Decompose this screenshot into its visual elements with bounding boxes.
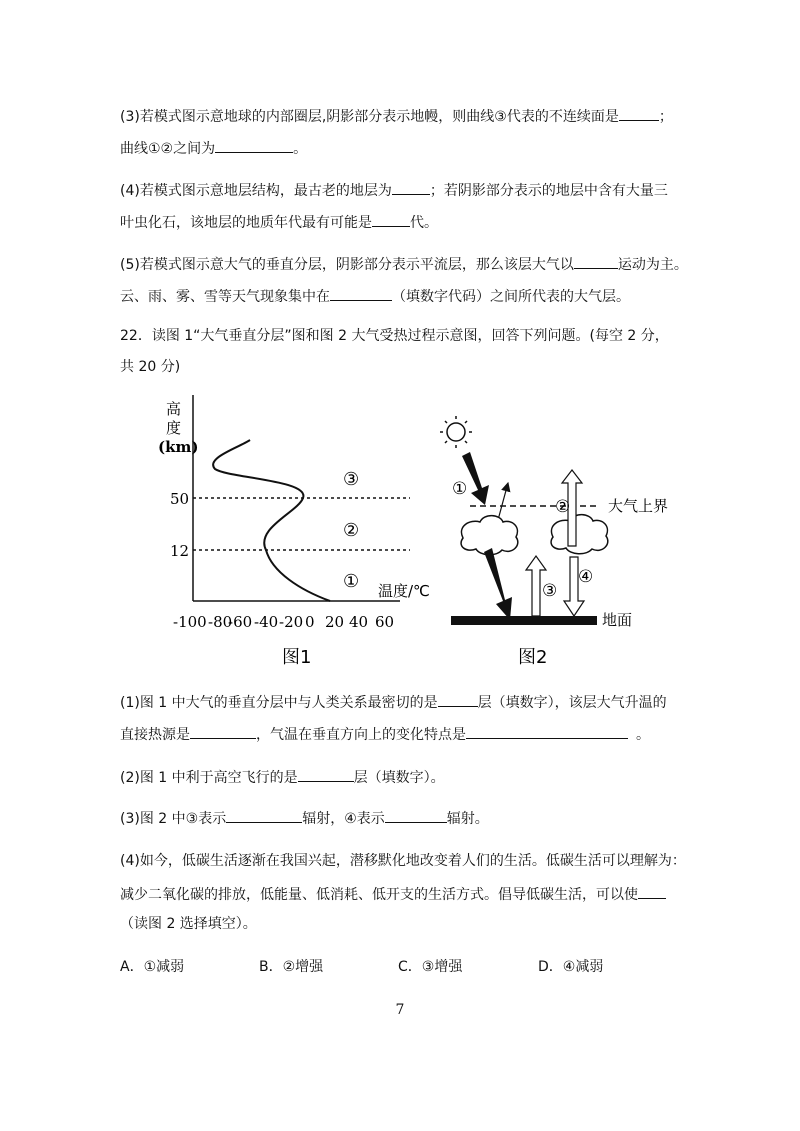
- answer-blank[interactable]: [438, 691, 478, 707]
- fig1-xtick: -40: [254, 613, 279, 631]
- fig1-ytick-50: 50: [170, 490, 190, 508]
- q21-part3-line1: [120, 105, 685, 127]
- q22-sub3-text: (3)图 2 中③表示: [120, 811, 227, 827]
- q21-part3-line2: [120, 137, 685, 159]
- q21-part4-line2: [120, 211, 685, 233]
- q21-part4-end: 代。: [410, 215, 438, 231]
- answer-blank[interactable]: [330, 285, 392, 301]
- fig1-xtick: 60: [375, 613, 395, 631]
- fig1-atmosphere-layers: [158, 395, 430, 668]
- reflection-arrow: [498, 483, 508, 520]
- fig2-label-1: ①: [452, 479, 468, 499]
- fig1-temperature-curve: [213, 440, 330, 601]
- fig1-xtick: -80: [208, 613, 233, 631]
- fig1-xtick: -60: [228, 613, 253, 631]
- fig1-layer-1: ①: [343, 571, 360, 592]
- q21-part3-text2: 曲线①②之间为: [120, 141, 216, 157]
- q22-intro-line1: 22．读图 1“大气垂直分层”图和图 2 大气受热过程示意图，回答下列问题。(每空 2 分，: [120, 328, 669, 344]
- q21-part4-line1: [120, 179, 685, 201]
- cloud-right: [551, 515, 608, 554]
- fig1-xlabel: 温度/℃: [378, 582, 430, 600]
- fig1-xtick: -100: [173, 613, 207, 631]
- answer-blank[interactable]: [385, 807, 447, 823]
- fig1-xtick: 0: [305, 613, 315, 631]
- q22-intro-line2: 共 20 分): [120, 359, 181, 375]
- answer-blank[interactable]: [638, 883, 666, 899]
- answer-blank[interactable]: [392, 179, 430, 195]
- q22-sub4-text2: 减少二氧化碳的排放，低能量、低消耗、低开支的生活方式。倡导低碳生活，可以使: [120, 887, 638, 903]
- fig2-ground-label: 地面: [602, 611, 633, 629]
- q22-sub1-text2: 直接热源是: [120, 727, 190, 743]
- answer-blank[interactable]: [372, 211, 410, 227]
- q22-sub1-text: (1)图 1 中大气的垂直分层中与人类关系最密切的是: [120, 695, 438, 711]
- answer-blank[interactable]: [466, 723, 628, 739]
- q21-part5-text2: 云、雨、雾、雪等天气现象集中在: [120, 289, 330, 305]
- q21-part3-end: 。: [293, 141, 308, 157]
- page-number: 7: [395, 1002, 405, 1018]
- fig2-atmosphere-top-label: 大气上界: [608, 497, 669, 515]
- q22-sub3-end: 辐射。: [446, 811, 489, 827]
- fig1-ylabel-2: 度: [166, 419, 182, 437]
- fig2-label-2: ②: [555, 497, 571, 517]
- fig1-xtick: -20: [279, 613, 304, 631]
- fig1-xtick: 40: [349, 613, 369, 631]
- q22-sub2-text: (2)图 1 中利于高空飞行的是: [120, 770, 298, 786]
- q22-sub4-line1: (4)如今，低碳生活逐渐在我国兴起，潜移默化地改变着人们的生活。低碳生活可以理解为：: [120, 853, 686, 869]
- answer-blank[interactable]: [215, 137, 293, 153]
- q21-part5-text-b: 运动为主。: [617, 257, 688, 273]
- cloud-left: [461, 516, 518, 555]
- q22-sub4-line2: [120, 883, 685, 905]
- fig1-ylabel-3: (km): [158, 438, 199, 456]
- q22-sub1-end: 。: [636, 727, 650, 743]
- q22-sub2: [120, 766, 685, 788]
- q22-sub4-line3: （读图 2 选择填空）。: [120, 916, 257, 932]
- figures: [0, 385, 800, 675]
- q22-sub2-end: 层（填数字）。: [353, 770, 445, 786]
- sun-icon: [440, 416, 472, 448]
- option-b[interactable]: B．②增强: [259, 959, 324, 975]
- q22-sub3-text-b: 辐射，④表示: [302, 811, 385, 827]
- fig2-label-3: ③: [542, 581, 558, 601]
- answer-blank[interactable]: [574, 253, 618, 269]
- q21-part5-end: （填数字代码）之间所代表的大气层。: [392, 289, 630, 305]
- q21-part4-text-b: ；若阴影部分表示的地层中含有大量三: [429, 183, 668, 199]
- q21-part4-text: (4)若模式图示意地层结构，最古老的地层为: [120, 183, 392, 199]
- fig2-caption: 图2: [518, 647, 548, 668]
- fig1-layer-2: ②: [343, 520, 360, 541]
- fig2-heating-process: [440, 416, 668, 668]
- q21-part3-text: (3)若模式图示意地球的内部圈层,阴影部分表示地幔，则曲线③代表的不连续面是: [120, 109, 619, 125]
- option-d[interactable]: D．④减弱: [538, 959, 604, 975]
- fig1-xtick: 20: [325, 613, 345, 631]
- fig2-label-4: ④: [578, 567, 594, 587]
- answer-blank[interactable]: [226, 807, 302, 823]
- answer-blank[interactable]: [298, 766, 354, 782]
- q21-part5-line2: [120, 285, 685, 307]
- fig1-caption: 图1: [282, 647, 312, 668]
- q22-sub1-line1: [120, 691, 685, 713]
- fig1-x-ticks: [173, 613, 394, 631]
- q21-part4-text2: 叶虫化石，该地层的地质年代最有可能是: [120, 215, 372, 231]
- q21-part5-text: (5)若模式图示意大气的垂直分层，阴影部分表示平流层，那么该层大气以: [120, 257, 574, 273]
- answer-blank[interactable]: [190, 723, 256, 739]
- ground-radiation-in-arrow: [484, 548, 512, 620]
- q22-sub1-line2: [120, 723, 685, 745]
- q22-sub1-text-b: 层（填数字），该层大气升温的: [477, 695, 667, 711]
- option-a[interactable]: A．①减弱: [120, 959, 185, 975]
- fig1-ytick-12: 12: [170, 542, 190, 560]
- q21-part3-punct: ；: [658, 109, 673, 125]
- fig1-layer-3: ③: [343, 469, 360, 490]
- q22-sub1-text2-b: ，气温在垂直方向上的变化特点是: [256, 727, 466, 743]
- fig2-ground: [451, 616, 597, 625]
- q21-part5-line1: [120, 253, 688, 275]
- option-c[interactable]: C．③增强: [398, 959, 463, 975]
- answer-blank[interactable]: [619, 105, 659, 121]
- fig1-ylabel-1: 高: [166, 400, 182, 418]
- q22-sub3: [120, 807, 685, 829]
